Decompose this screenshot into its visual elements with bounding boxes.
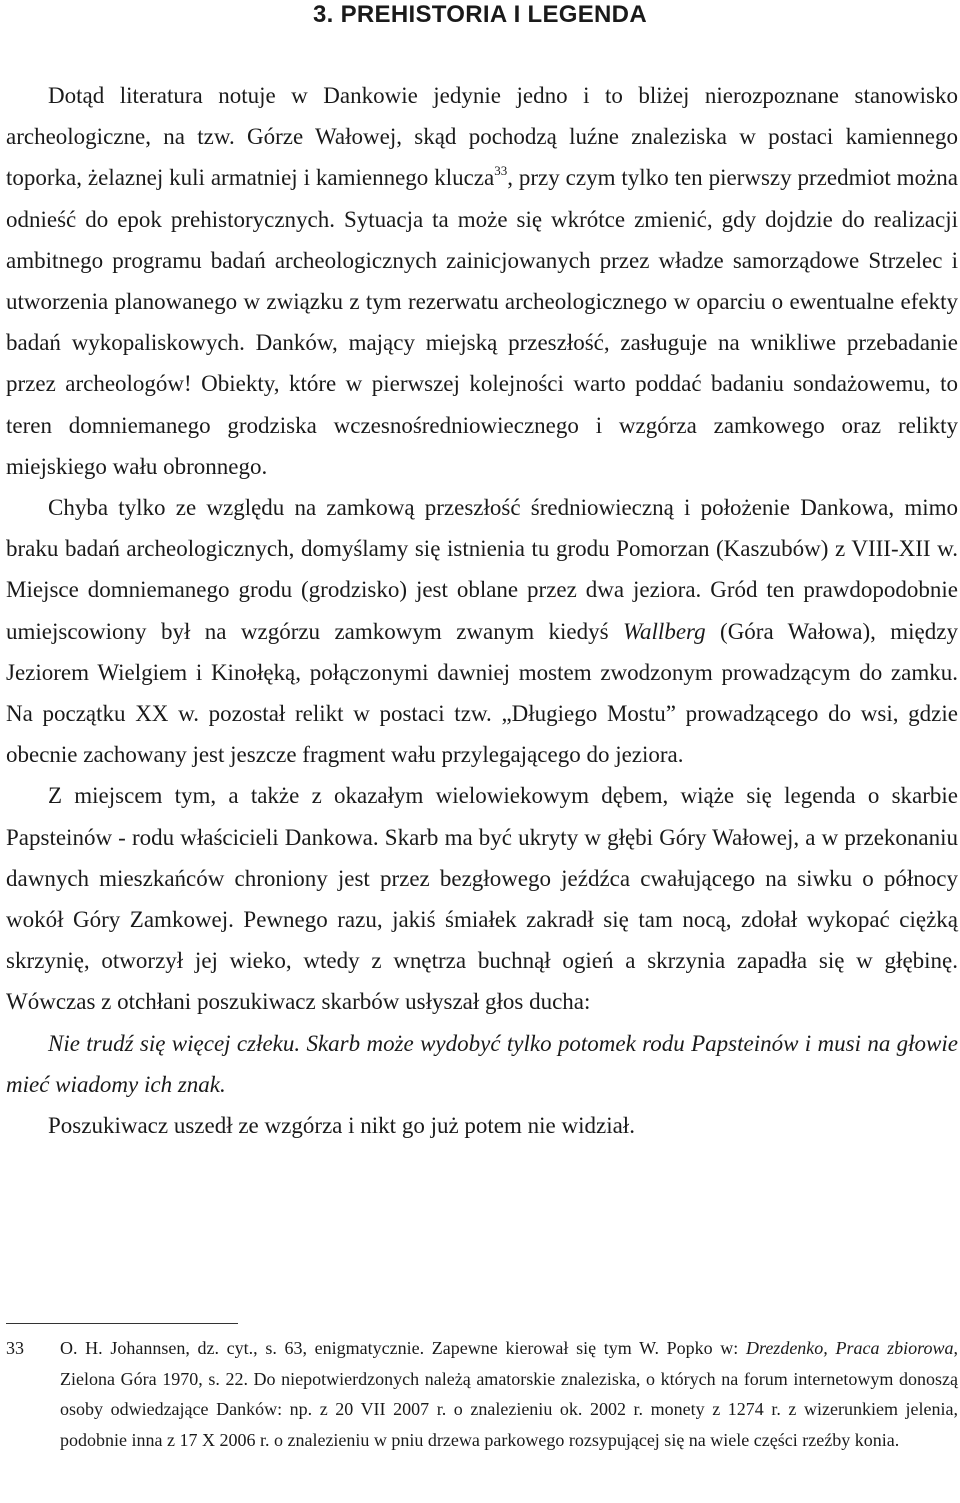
footnote-reference[interactable]: 33 [494, 162, 508, 178]
footnote-text-end: , Zielona Góra 1970, s. 22. Do niepotwierdzonych należą amatorskie znaleziska, o których na forum internetowym donoszą osoby odwiedzające Danków: np. z 20 VII 2007 r. o znalezieniu ok. 2002 r. monety z 1274 r. z wizerunkiem jelenia, podobnie inna z 17 X 2006 r. o znalezieniu w pniu drzewa parkowego rozsypującej się na wiele części rzeźby konia. [60, 1338, 958, 1450]
footnote [6, 1333, 958, 1455]
legend-quote: Nie trudź się więcej człeku. Skarb może wydobyć tylko potomek rodu Papsteinów i musi na głowie mieć wiadomy ich znak. [6, 1030, 958, 1097]
footnote-number: 33 [6, 1338, 24, 1358]
paragraph-5: Poszukiwacz uszedł ze wzgórza i nikt go już potem nie widział. [48, 1113, 635, 1139]
paragraph-2-italic: Wallberg [622, 618, 706, 644]
paragraph-2-start: Chyba tylko ze względu na zamkową przeszłość średniowieczną i położenie Dankowa, mimo braku badań archeologicznych, domyślamy się istnienia tu grodu Pomorzan (Kaszubów) z VIII-XII w. Miejsce domniemanego grodu (grodzisko) jest oblane przez dwa jeziora. Gród ten prawdopodobnie umiejscowiony był na wzgórzu zamkowym zwanym kiedyś [6, 495, 958, 644]
footnote-text-start: O. H. Johannsen, dz. cyt., s. 63, enigmatycznie. Zapewne kierował się tym W. Popko w: [60, 1338, 746, 1358]
paragraph-1-start: Dotąd literatura notuje w Dankowie jedynie jedno i to bliżej nierozpoznane stanowisko archeologiczne, na tzw. Górze Wałowej, skąd pochodzą luźne znaleziska w postaci kamiennego toporka, żelaznej kuli armatniej i kamiennego klucza [6, 83, 958, 191]
paragraph-3: Z miejscem tym, a także z okazałym wielowiekowym dębem, wiąże się legenda o skarbie Papsteinów - rodu właścicieli Dankowa. Skarb ma być ukryty w głębi Góry Wałowej, a w przekonaniu dawnych mieszkańców chroniony jest przez bezgłowego jeźdźca cwałującego na siwku o północy wokół Góry Zamkowej. Pewnego razu, jakiś śmiałek zakradł się tam nocą, zdołał wykopać ciężką skrzynię, otworzył jej wieko, wtedy z wnętrza buchnął ogień a skrzynia zapadła się w głębinę. Wówczas z otchłani poszukiwacz skarbów usłyszał głos ducha: [6, 783, 958, 1015]
footnote-italic-title: Drezdenko, Praca zbiorowa [745, 1338, 954, 1358]
paragraph-1 [6, 75, 958, 487]
chapter-heading: 3. PREHISTORIA I LEGENDA [313, 1, 647, 28]
paragraph-1-end: , przy czym tylko ten pierwszy przedmiot można odnieść do epok prehistorycznych. Sytuacja ta może się wkrótce zmienić, gdy dojdzie do realizacji ambitnego programu badań archeologicznych zainicjowanych przez władze samorządowe Strzelec i utworzenia planowanego w związku z tym rezerwatu archeologicznego w oparciu o ewentualne efekty badań wykopaliskowych. Danków, mający miejską przeszłość, zasługuje na wnikliwe przebadanie przez archeologów! Obiekty, które w pierwszej kolejności warto poddać badaniu sondażowemu, to teren domniemanego grodziska wczesnośredniowiecznego i wzgórza zamkowego oraz relikty miejskiego wału obronnego. [6, 165, 958, 479]
footnote-divider [6, 1323, 238, 1324]
body-text [6, 75, 958, 1146]
footnote-text [60, 1333, 958, 1455]
paragraph-2 [6, 487, 958, 775]
paragraph-2-end: (Góra Wałowa), między Jeziorem Wielgiem i Kinołęką, połączonymi dawniej mostem zwodzonym prowadzącym do zamku. Na początku XX w. pozostał relikt w postaci tzw. „Długiego Mostu” prowadzącego do wsi, gdzie obecnie zachowany jest jeszcze fragment wału przylegającego do jeziora. [6, 618, 958, 768]
